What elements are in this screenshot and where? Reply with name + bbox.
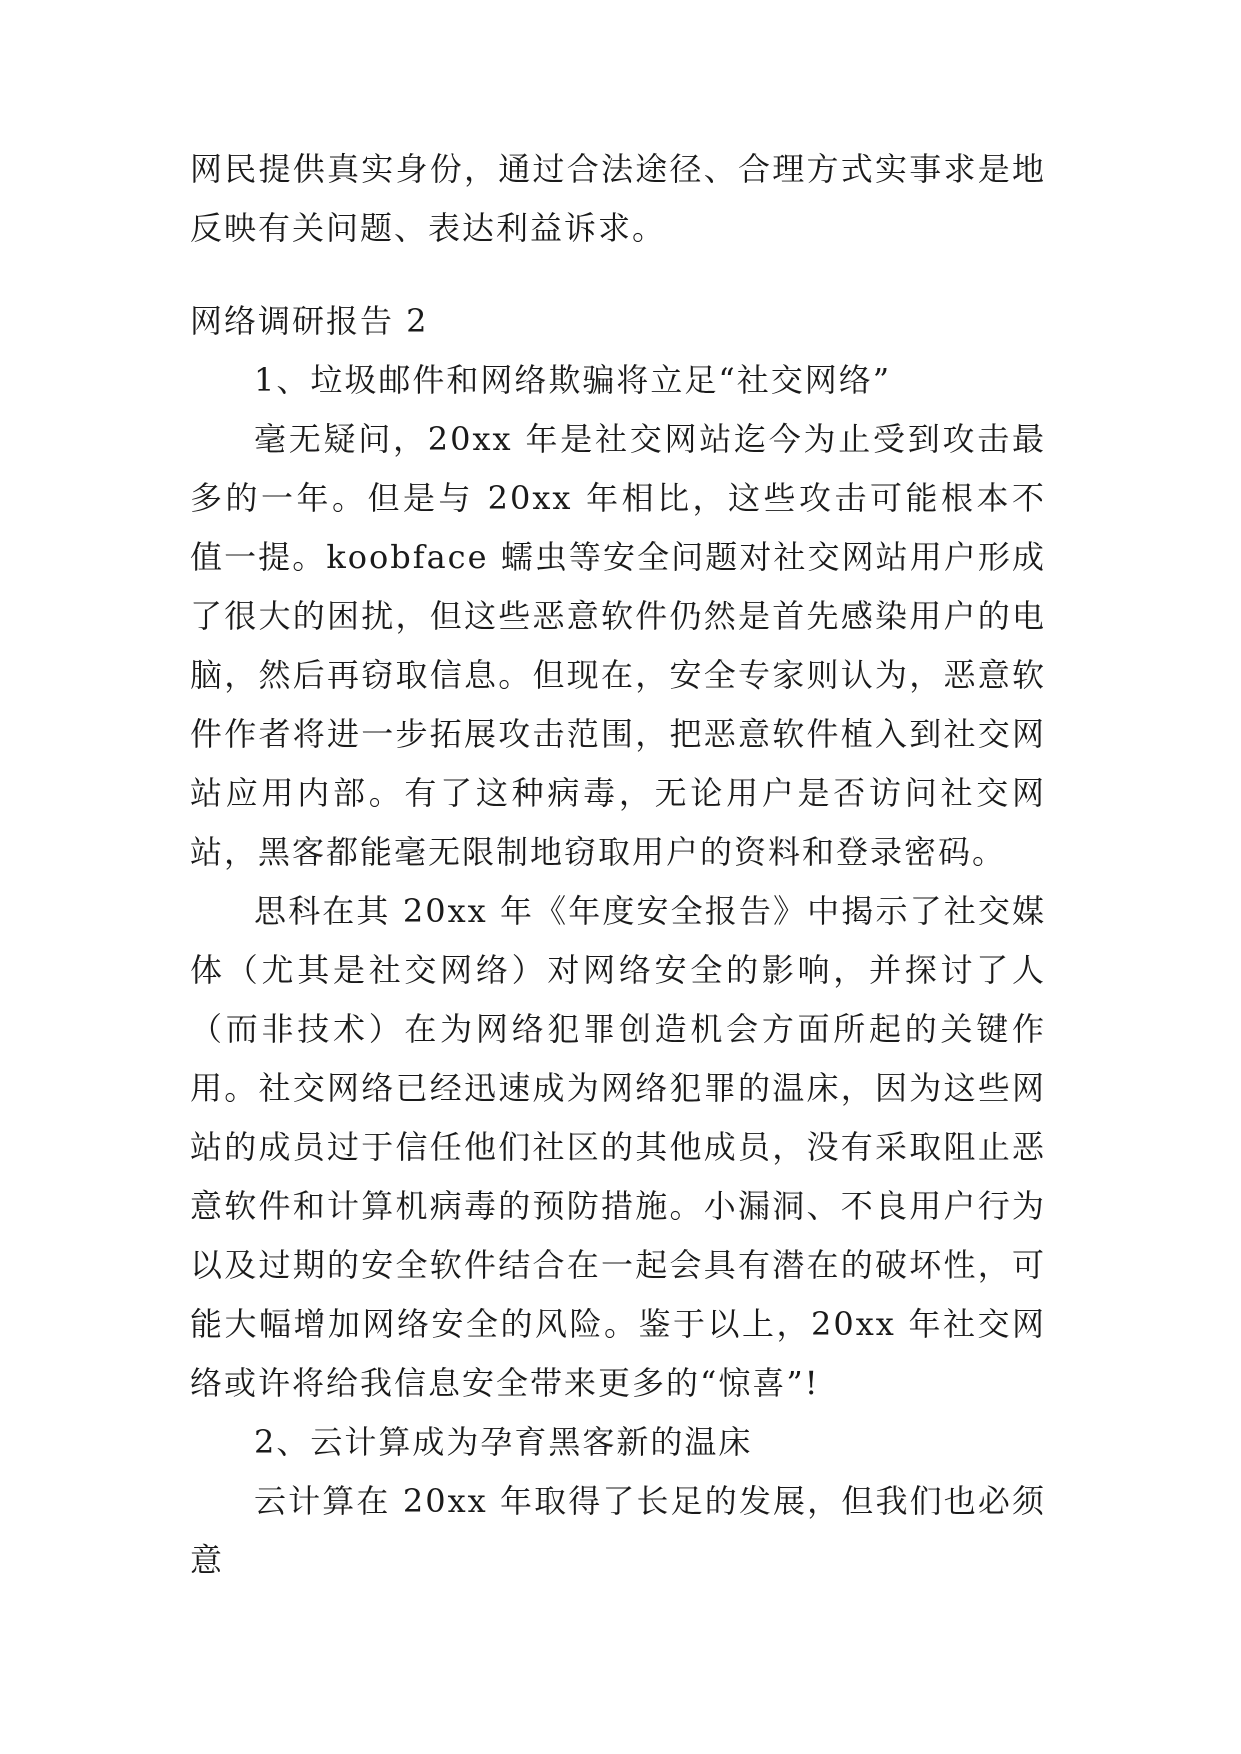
item1-title: 1、垃圾邮件和网络欺骗将立足“社交网络” <box>254 361 892 399</box>
item1-paragraph-1: 毫无疑问，20xx 年是社交网站迄今为止受到攻击最多的一年。但是与 20xx 年相比，这些攻击可能根本不值一提。koobface 蠕虫等安全问题对社交网站用户形成了很大的困扰，但这些恶意软件仍然是首先感染用户的电脑，然后再窃取信息。但现在，安全专家则认为，恶意软件作者将进一步拓展攻击范围，把恶意软件植入到社交网站应用内部。有了这种病毒，无论用户是否访问社交网站，黑客都能毫无限制地窃取用户的资料和登录密码。 <box>190 420 1046 871</box>
item2-title: 2、云计算成为孕育黑客新的温床 <box>254 1423 753 1461</box>
item1-paragraph-2: 思科在其 20xx 年《年度安全报告》中揭示了社交媒体（尤其是社交网络）对网络安全的影响，并探讨了人（而非技术）在为网络犯罪创造机会方面所起的关键作用。社交网络已经迅速成为网络犯罪的温床，因为这些网站的成员过于信任他们社区的其他成员，没有采取阻止恶意软件和计算机病毒的预防措施。小漏洞、不良用户行为以及过期的安全软件结合在一起会具有潜在的破坏性，可能大幅增加网络安全的风险。鉴于以上，20xx 年社交网络或许将给我信息安全带来更多的“惊喜”! <box>190 892 1046 1402</box>
report-body <box>190 292 1046 1590</box>
item2-paragraph-1: 云计算在 20xx 年取得了长足的发展，但我们也必须意 <box>190 1482 1046 1579</box>
section-title: 网络调研报告 2 <box>190 302 429 340</box>
continuation-block <box>190 140 1046 258</box>
continuation-paragraph: 网民提供真实身份，通过合法途径、合理方式实事求是地反映有关问题、表达利益诉求。 <box>190 150 1046 247</box>
